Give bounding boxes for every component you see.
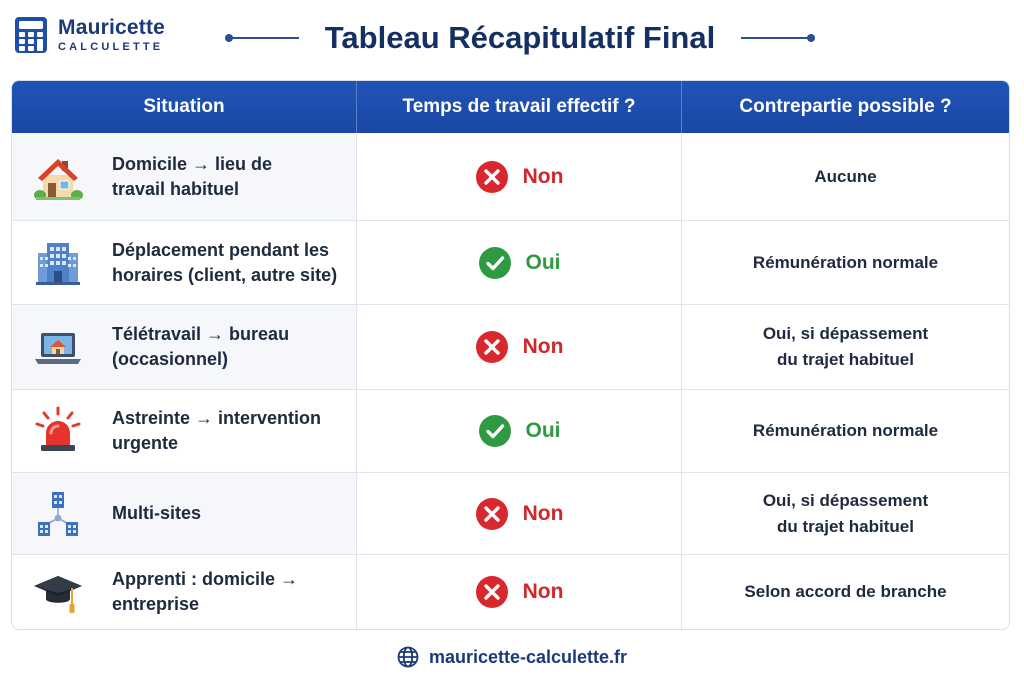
- compensation-cell: Selon accord de branche: [681, 555, 1009, 629]
- house-icon: [32, 151, 84, 203]
- work-time-cell: [356, 305, 681, 389]
- compensation-cell: Rémunération normale: [681, 221, 1009, 304]
- status-text: Non: [522, 580, 564, 603]
- cross-circle-icon: [475, 160, 509, 194]
- situation-cell: [12, 221, 356, 304]
- work-time-cell: [356, 221, 681, 304]
- status-text: Oui: [525, 250, 561, 274]
- header-compensation: Contrepartie possible ?: [681, 81, 1009, 133]
- status-text: Non: [522, 501, 564, 525]
- table-row: [12, 304, 1009, 389]
- table-row: [12, 472, 1009, 554]
- situation-cell: [12, 473, 356, 554]
- page-header: [0, 0, 1024, 80]
- title-decoration-left: [229, 37, 299, 39]
- status-no: [475, 497, 564, 531]
- table-row: [12, 554, 1009, 629]
- calculator-icon: [14, 16, 48, 54]
- status-no: [475, 160, 564, 194]
- website-link[interactable]: mauricette-calculette.fr: [428, 646, 628, 667]
- status-no: [475, 575, 564, 609]
- brand-logo[interactable]: [14, 16, 165, 54]
- work-time-cell: [356, 555, 681, 629]
- header-work-time: Temps de travail effectif ?: [356, 81, 681, 133]
- brand-subtitle: CALCULETTE: [58, 41, 164, 53]
- situation-label: Déplacement pendant les horaires (client, autre site): [112, 239, 338, 285]
- laptop-home-icon: [32, 321, 84, 373]
- brand-name: Mauricette: [58, 16, 166, 39]
- graduation-cap-icon: [32, 566, 84, 618]
- situation-label: Multi-sites: [112, 503, 202, 523]
- situation-label: Apprenti : domicile → entreprise: [112, 569, 299, 614]
- compensation-cell: Oui, si dépassement du trajet habituel: [681, 305, 1009, 389]
- status-text: Non: [522, 164, 564, 188]
- footer: [0, 642, 1024, 672]
- page-title: Tableau Récapitulatif Final: [324, 20, 716, 55]
- situation-cell: [12, 133, 356, 220]
- summary-table: [11, 80, 1010, 630]
- situation-label: Télétravail → bureau (occasionnel): [112, 324, 290, 369]
- multi-site-network-icon: [32, 488, 84, 540]
- work-time-cell: [356, 133, 681, 220]
- situation-cell: [12, 555, 356, 629]
- siren-icon: [32, 405, 84, 457]
- cross-circle-icon: [475, 497, 509, 531]
- check-circle-icon: [478, 246, 512, 280]
- cross-circle-icon: [475, 575, 509, 609]
- status-no: [475, 330, 564, 364]
- status-text: Oui: [525, 419, 561, 442]
- work-time-cell: [356, 473, 681, 554]
- office-building-icon: [32, 237, 84, 289]
- compensation-cell: Aucune: [681, 133, 1009, 220]
- compensation-cell: Oui, si dépassement du trajet habituel: [681, 473, 1009, 554]
- title-decoration-right: [741, 37, 811, 39]
- table-body: [12, 133, 1009, 629]
- status-yes: [478, 246, 561, 280]
- table-row: [12, 220, 1009, 304]
- work-time-cell: [356, 390, 681, 472]
- status-text: Non: [522, 335, 564, 358]
- check-circle-icon: [478, 414, 512, 448]
- cross-circle-icon: [475, 330, 509, 364]
- title-row: [200, 18, 840, 58]
- header-situation: Situation: [143, 96, 225, 117]
- compensation-cell: Rémunération normale: [681, 390, 1009, 472]
- table-header: [12, 81, 1009, 133]
- situation-cell: [12, 390, 356, 472]
- situation-cell: [12, 305, 356, 389]
- status-yes: [478, 414, 561, 448]
- situation-label: Astreinte → intervention urgente: [112, 408, 322, 453]
- table-row: [12, 133, 1009, 220]
- globe-icon: [397, 646, 419, 668]
- situation-label: Domicile → lieu de travail habituel: [112, 153, 273, 199]
- table-row: [12, 389, 1009, 472]
